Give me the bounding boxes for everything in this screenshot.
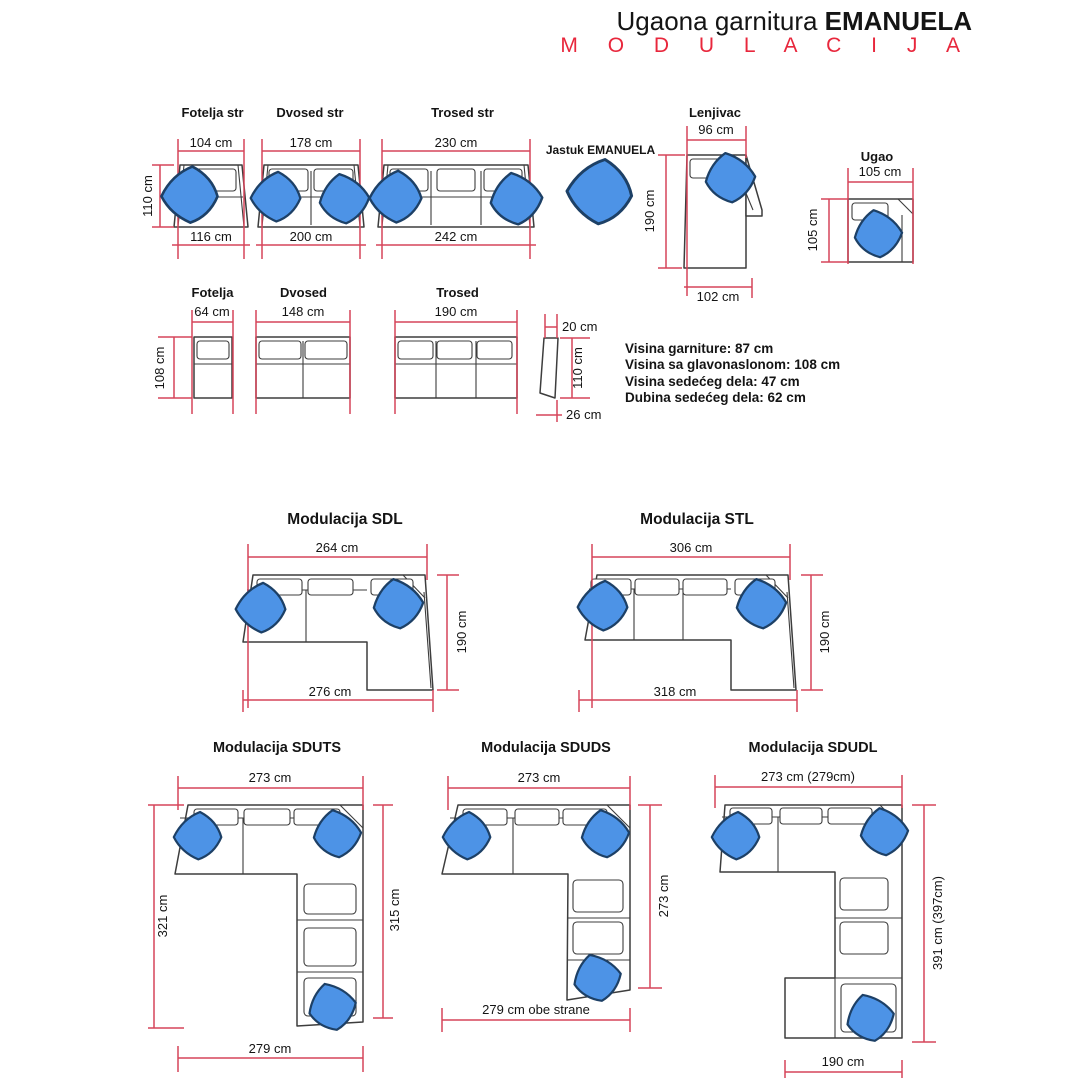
title-trosed-str: Trosed str <box>431 105 494 120</box>
title-modulacija-sdudl: Modulacija SDUDL <box>748 740 878 756</box>
spec-line: Visina sedećeg dela: 47 cm <box>625 373 800 389</box>
dim-label-right: 391 cm (397cm) <box>930 876 945 970</box>
ugao-drawing <box>805 162 933 274</box>
sofa-outline <box>256 337 350 398</box>
dim-label-side: 110 cm <box>570 347 585 389</box>
dim-label-left: 321 cm <box>155 894 170 938</box>
pillow-side-outline <box>540 338 558 398</box>
dim-label-bottom: 26 cm <box>566 407 602 422</box>
modulacija-sduts-drawing <box>140 760 426 1078</box>
title-lenjivac: Lenjivac <box>688 105 742 120</box>
dim-label-top: 105 cm <box>858 164 902 179</box>
dim-label-side: 108 cm <box>152 346 167 390</box>
sofa-outline <box>194 337 232 398</box>
spec-line: Visina sa glavonaslonom: 108 cm <box>625 357 841 373</box>
dim-label-top: 273 cm (279cm) <box>761 769 855 784</box>
dim-label-top: 64 cm <box>194 304 230 319</box>
sofa-outline <box>395 337 517 398</box>
dim-label-right: 273 cm <box>656 874 671 918</box>
dim-label-bottom: 102 cm <box>696 289 740 304</box>
dim-label-side: 190 cm <box>454 610 469 654</box>
title-dvosed-str: Dvosed str <box>276 105 344 120</box>
title-jastuk: Jastuk EMANUELA <box>545 143 656 157</box>
dim-label-bottom: 279 cm <box>248 1041 292 1056</box>
dim-label-side: 110 cm <box>140 175 155 217</box>
lenjivac-drawing <box>640 118 784 310</box>
dim-label-right: 315 cm <box>387 888 402 932</box>
title-trosed: Trosed <box>436 285 479 300</box>
dim-label-side: 105 cm <box>805 208 820 252</box>
dim-label-top: 20 cm <box>562 319 598 334</box>
modulacija-sdl-drawing <box>235 532 485 714</box>
dim-label-top: 148 cm <box>281 304 325 319</box>
spec-line: Visina garniture: 87 cm <box>625 341 774 356</box>
title-dvosed: Dvosed <box>280 285 327 300</box>
dim-label-top: 178 cm <box>289 135 333 150</box>
title-ugao: Ugao <box>860 149 894 164</box>
dim-label-top: 104 cm <box>189 135 233 150</box>
trosed-drawing <box>388 298 528 416</box>
dim-label-side: 190 cm <box>642 189 657 233</box>
dim-label-side: 190 cm <box>817 610 832 654</box>
title-modulacija-sduts: Modulacija SDUTS <box>212 740 342 756</box>
page-title-name: EMANUELA <box>824 6 972 36</box>
title-modulacija-sduds: Modulacija SDUDS <box>481 740 611 756</box>
dvosed-drawing <box>248 298 364 416</box>
dim-label-top: 273 cm <box>517 770 561 785</box>
dim-label-bottom: 242 cm <box>434 229 478 244</box>
specs-block <box>625 341 855 406</box>
trosed-str-drawing <box>372 135 540 267</box>
dim-label-top: 230 cm <box>434 135 478 150</box>
title-fotelja: Fotelja <box>191 285 234 300</box>
dvosed-str-drawing <box>252 135 372 267</box>
dim-label-bottom: 276 cm <box>308 684 352 699</box>
dim-label-top: 96 cm <box>698 122 734 137</box>
spec-line: Dubina sedećeg dela: 62 cm <box>625 389 806 405</box>
title-modulacija-stl: Modulacija STL <box>640 511 754 528</box>
jastuk-drawing <box>558 158 642 230</box>
pillow-icon <box>562 154 640 232</box>
title-modulacija-sdl: Modulacija SDL <box>287 511 403 528</box>
dim-label-bottom: 318 cm <box>653 684 697 699</box>
dim-label-bottom: 190 cm <box>821 1054 865 1069</box>
jastuk-profil-drawing <box>528 300 640 432</box>
dim-label-bottom: 200 cm <box>289 229 333 244</box>
dim-label-bottom: 116 cm <box>190 229 232 244</box>
modulacija-sduds-drawing <box>425 760 707 1078</box>
modulacija-stl-drawing <box>575 532 837 714</box>
dim-label-top: 306 cm <box>669 540 713 555</box>
dim-label-top: 190 cm <box>434 304 478 319</box>
modulacija-sdudl-drawing <box>700 760 1000 1080</box>
title-fotelja-str: Fotelja str <box>181 105 244 120</box>
dim-label-top: 273 cm <box>248 770 292 785</box>
dim-label-top: 264 cm <box>315 540 359 555</box>
page-subtitle: M O D U L A C I J A <box>560 34 972 57</box>
page-title-prefix: Ugaona garnitura <box>616 6 825 36</box>
fotelja-drawing <box>150 298 262 416</box>
page-title <box>520 6 972 37</box>
dim-label-bottom: 279 cm obe strane <box>482 1002 590 1017</box>
